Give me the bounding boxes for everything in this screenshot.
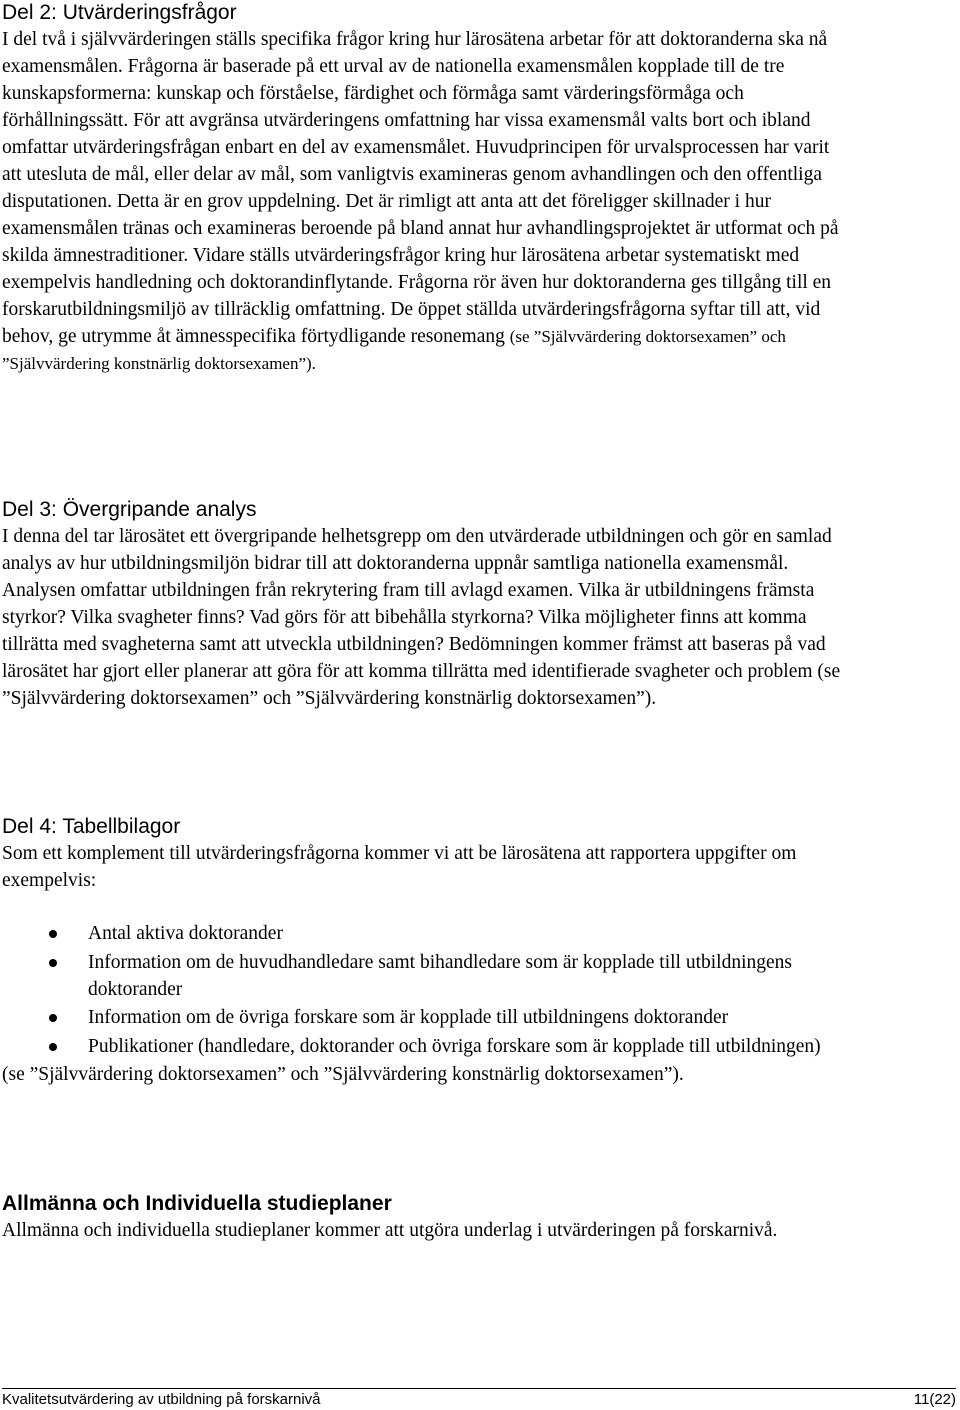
page-number: 11(22) [913,1391,956,1408]
section-paragraph-del3: I denna del tar lärosätet ett övergripande helhetsgrepp om den utvärderade utbildningen och gör en samlad analys av hur utbildningsmiljön bidrar till att doktoranderna uppnår samtliga nationella examensmål. Analysen omfattar utbildningen från rekrytering fram till avlagd examen. Vilka är utbildningens främsta styrkor? Vilka svagheter finns? Vad görs för att bibehålla styrkorna? Vilka möjligheter finns att komma tillrätta med svagheterna samt att utveckla utbildningen? Bedömningen kommer främst att baseras på vad lärosätet har gjort eller planerar att göra för att komma tillrätta med identifierade svagheter och problem (se ”Självvärdering doktorsexamen” och ”Självvärdering konstnärlig doktorsexamen”). [2,526,841,709]
section-heading-studieplaner: Allmänna och Individuella studieplaner [2,1192,392,1215]
del2-text: I del två i självvärderingen ställs specifika frågor kring hur lärosätena arbetar för att doktoranderna ska nå examensmålen. Frågorna är baserade på ett urval av de nationella examensmålen kopplade till de tre kunskapsformerna: kunskap och förståelse, färdighet och förmåga samt värderingsförmåga och förhållningssätt. För att avgränsa utvärderingens omfattning har vissa examensmål valts bort och ibland omfattar utvärderingsfrågan enbart en del av examensmålet. Huvudprincipen för urvalsprocessen har varit att utesluta de mål, eller delar av mål, som vanligtvis examineras genom avhandlingen och den offentliga disputationen. Detta är en grov uppdelning. Det är rimligt att anta att det föreligger skillnader i hur examensmålen tränas och examineras beroende på bland annat hur avhandlingsprojektet är utformat och på skilda ämnestraditioner. Vidare ställs utvärderingsfrågor kring hur lärosätena arbetar systematiskt med exempelvis handledning och doktorandinflytande. Frågorna rör även hur doktoranderna ges tillgång till en forskarutbildningsmiljö av tillräcklig omfattning. De öppet ställda utvärderingsfrågorna syftar till att, vid behov, ge utrymme åt ämnesspecifika förtydligande resonemang [2,29,839,347]
section-heading-del4: Del 4: Tabellbilagor [2,815,181,838]
bullet-icon [49,959,57,967]
section-del3 [2,497,852,712]
bullet-list [2,920,852,1060]
section-del2 [2,0,852,377]
list-item-text: Information om de huvudhandledare samt bihandledare som är kopplade till utbildningens doktorander [88,951,792,1000]
section-studieplaner [2,1191,852,1244]
bullet-icon [49,1043,57,1051]
section-heading-del3: Del 3: Övergripande analys [2,498,257,521]
list-item [2,1033,852,1060]
list-item [2,949,852,1003]
section-paragraph-del2 [2,26,852,377]
del2-reference: (se ”Självvärdering doktorsexamen” och ”Självvärdering konstnärlig doktorsexamen”). [2,327,786,373]
section-del4 [2,814,852,1088]
page-footer [2,1388,956,1408]
section-heading-del2: Del 2: Utvärderingsfrågor [2,1,237,24]
list-item-text: Publikationer (handledare, doktorander och övriga forskare som är kopplade till utbildningen) [88,1035,821,1057]
list-item [2,1004,852,1031]
section-paragraph-studieplaner: Allmänna och individuella studieplaner kommer att utgöra underlag i utvärderingen på forskarnivå. [2,1220,778,1241]
list-item-text: Antal aktiva doktorander [88,923,283,944]
bullet-icon [49,1014,57,1022]
section-outro-del4: (se ”Självvärdering doktorsexamen” och ”Självvärdering konstnärlig doktorsexamen”). [2,1064,684,1085]
list-item-text: Information om de övriga forskare som är kopplade till utbildningens doktorander [88,1007,729,1028]
list-item [2,920,852,947]
section-intro-del4: Som ett komplement till utvärderingsfrågorna kommer vi att be lärosätena att rapportera uppgifter om exempelvis: [2,843,797,891]
footer-title: Kvalitetsutvärdering av utbildning på forskarnivå [2,1391,321,1408]
bullet-icon [49,930,57,938]
